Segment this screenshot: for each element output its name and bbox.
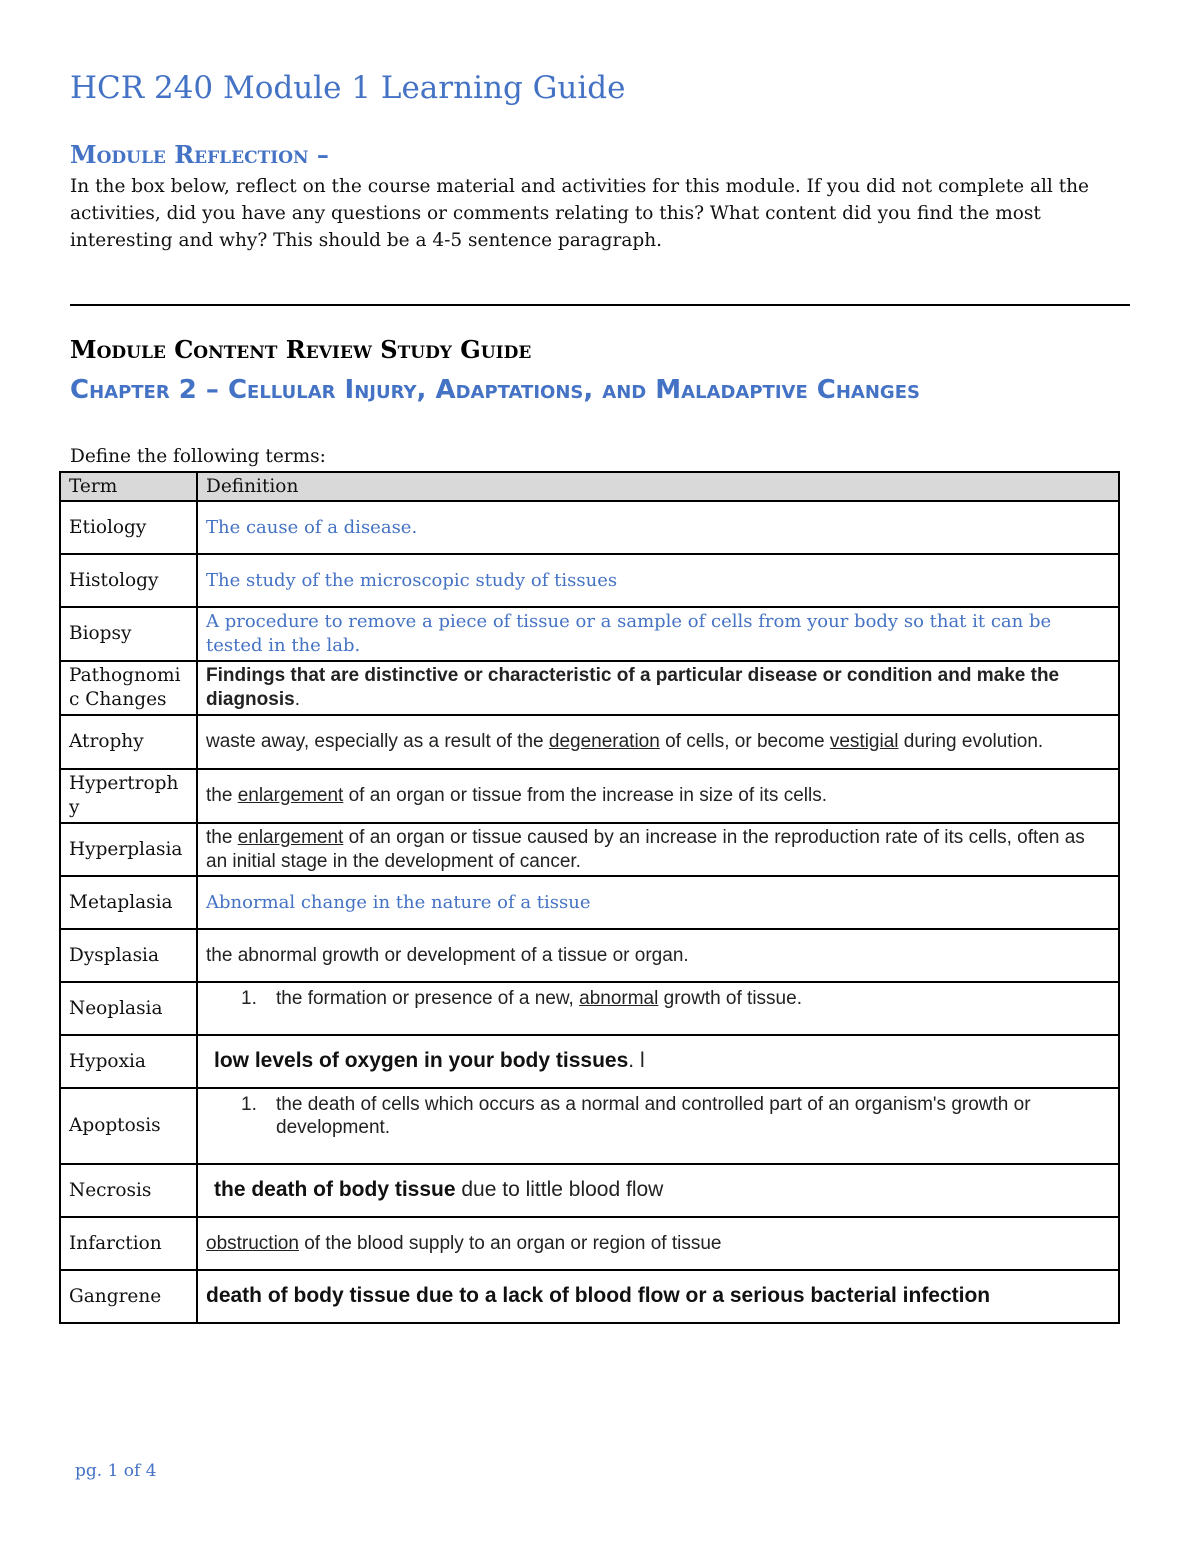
definition-cell: [197, 1270, 1119, 1323]
definition-text: of cells, or become: [659, 731, 830, 752]
definition-text: The study of the microscopic study of tissues: [206, 569, 618, 591]
term-cell: Infarction: [60, 1217, 197, 1270]
definition-link-enlargement[interactable]: enlargement: [237, 785, 344, 806]
definition-text: of the blood supply to an organ or region of tissue: [298, 1232, 722, 1254]
definition-cell: [197, 823, 1119, 876]
module-reflection-heading: Module Reflection –: [70, 140, 329, 169]
page-number: pg. 1 of 4: [75, 1461, 157, 1481]
term-cell: Apoptosis: [60, 1088, 197, 1164]
definition-text: The cause of a disease.: [206, 516, 418, 538]
table-row: [60, 769, 1119, 823]
definition-text: A procedure to remove a piece of tissue or a sample of cells from your body so that it can be tested in the lab.: [206, 611, 1052, 656]
term-cell: Hyperplasia: [60, 823, 197, 876]
table-row: [60, 982, 1119, 1035]
chapter-heading: Chapter 2 – Cellular Injury, Adaptations, and Maladaptive Changes: [70, 375, 920, 405]
term-cell: Hypoxia: [60, 1035, 197, 1088]
definition-text: the abnormal growth or development of a tissue or organ.: [206, 944, 689, 966]
definition-cell: [197, 1035, 1119, 1088]
study-guide-heading: Module Content Review Study Guide: [70, 335, 532, 364]
definition-tail: .: [294, 689, 300, 710]
table-row: [60, 876, 1119, 929]
definition-bold-text: death of body tissue due to a lack of blood flow or a serious bacterial infection: [206, 1284, 991, 1307]
table-row: [60, 607, 1119, 661]
definition-text: the formation or presence of a new,: [276, 988, 580, 1009]
list-number: 1.: [241, 1094, 257, 1115]
table-row: [60, 1164, 1119, 1217]
term-cell: Necrosis: [60, 1164, 197, 1217]
term-cell: Pathognomic Changes: [60, 661, 197, 715]
term-cell: Metaplasia: [60, 876, 197, 929]
term-cell: Etiology: [60, 501, 197, 554]
table-row: [60, 1270, 1119, 1323]
definition-text: waste away, especially as a result of the: [206, 731, 549, 752]
table-row: [60, 929, 1119, 982]
table-row: [60, 823, 1119, 876]
divider-line: [70, 304, 1130, 306]
list-number: 1.: [241, 988, 257, 1009]
definition-cell: [197, 715, 1119, 769]
definition-text: the death of cells which occurs as a normal and controlled part of an organism's growth or development.: [276, 1094, 1031, 1138]
table-row: [60, 554, 1119, 607]
header-definition: Definition: [197, 472, 1119, 501]
definition-cell: [197, 607, 1119, 661]
numbered-item: [206, 1093, 1110, 1139]
term-cell: Dysplasia: [60, 929, 197, 982]
header-term: Term: [60, 472, 197, 501]
definition-link-obstruction[interactable]: obstruction: [206, 1232, 299, 1254]
definition-cell: [197, 876, 1119, 929]
definition-text: the: [206, 826, 238, 848]
definition-tail: . l: [628, 1049, 645, 1072]
definition-cell: [197, 1088, 1119, 1164]
table-row: [60, 1217, 1119, 1270]
term-cell: Atrophy: [60, 715, 197, 769]
table-header-row: [60, 472, 1119, 501]
term-cell: Gangrene: [60, 1270, 197, 1323]
table-row: [60, 661, 1119, 715]
table-row: [60, 1035, 1119, 1088]
definition-text: Abnormal change in the nature of a tissue: [206, 891, 591, 913]
definition-cell: [197, 501, 1119, 554]
terms-table: [59, 471, 1120, 1324]
define-terms-label: Define the following terms:: [70, 446, 326, 467]
definition-tail: due to little blood flow: [455, 1178, 664, 1201]
definition-cell: [197, 661, 1119, 715]
definition-link-degeneration[interactable]: degeneration: [548, 731, 660, 752]
document-title: HCR 240 Module 1 Learning Guide: [70, 70, 626, 106]
definition-cell: [197, 554, 1119, 607]
definition-text: during evolution.: [898, 731, 1044, 752]
definition-cell: [197, 769, 1119, 823]
reflection-instructions: In the box below, reflect on the course material and activities for this module. If you did not complete all the activities, did you have any questions or comments relating to this? What content did you find the most interesting and why? This should be a 4-5 sentence paragraph.: [70, 176, 1089, 251]
definition-text: growth of tissue.: [658, 988, 802, 1009]
definition-text: the: [206, 785, 238, 806]
term-cell: Histology: [60, 554, 197, 607]
term-cell: Hypertrophy: [60, 769, 197, 823]
table-row: [60, 715, 1119, 769]
definition-cell: [197, 929, 1119, 982]
definition-link-enlargement[interactable]: enlargement: [237, 826, 344, 848]
definition-text: of an organ or tissue from the increase in size of its cells.: [343, 785, 827, 806]
term-cell: Biopsy: [60, 607, 197, 661]
definition-cell: [197, 1217, 1119, 1270]
definition-text: of an organ or tissue caused by an increase in the reproduction rate of its cells, often as an initial stage in the development of cancer.: [206, 826, 1085, 872]
term-cell: Neoplasia: [60, 982, 197, 1035]
table-row: [60, 501, 1119, 554]
definition-bold-text: the death of body tissue: [214, 1178, 456, 1201]
definition-bold-text: Findings that are distinctive or characteristic of a particular disease or condition and make the diagnosis: [206, 665, 1060, 710]
definition-cell: [197, 1164, 1119, 1217]
table-row: [60, 1088, 1119, 1164]
definition-bold-text: low levels of oxygen in your body tissues: [214, 1049, 629, 1072]
numbered-item: [206, 987, 1110, 1010]
definition-link-vestigial[interactable]: vestigial: [829, 731, 899, 752]
definition-cell: [197, 982, 1119, 1035]
definition-link-abnormal[interactable]: abnormal: [579, 988, 659, 1009]
